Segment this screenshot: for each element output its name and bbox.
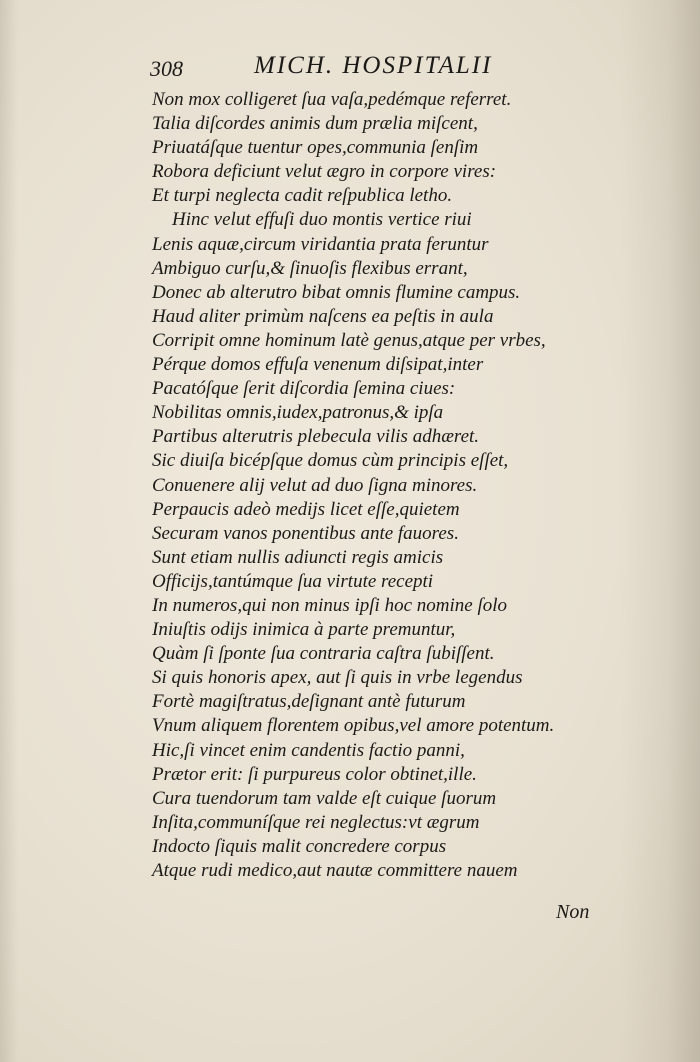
verse-line: Et turpi neglecta cadit reſpublica letho. [152, 185, 453, 207]
verse-line: Fortè magiſtratus,deſignant antè futurum [152, 691, 466, 713]
verse-line: Corripit omne hominum latè genus,atque per vrbes, [152, 329, 546, 351]
verse-line: Nobilitas omnis,iudex,patronus,& ipſa [152, 402, 444, 424]
verse-line: Prætor erit: ſi purpureus color obtinet,ille. [152, 763, 477, 785]
verse-line: Sic diuiſa bicépſque domus cùm principis eſſet, [152, 450, 509, 472]
verse-line: Sunt etiam nullis adiuncti regis amicis [152, 546, 444, 568]
verse-line: Conuenere alij velut ad duo ſigna minores. [152, 474, 478, 496]
verse-line: Partibus alterutris plebecula vilis adhæret. [152, 426, 480, 448]
catchword: Non [556, 901, 590, 923]
verse-line: Pérque domos effuſa venenum diſsipat,inter [152, 354, 484, 376]
verse-line: Officijs,tantúmque ſua virtute recepti [152, 570, 434, 592]
verse-line: Hic,ſi vincet enim candentis factio panni, [152, 739, 465, 761]
verse-line: In numeros,qui non minus ipſi hoc nomine ſolo [152, 594, 507, 616]
page-title: MICH. HOSPITALII [254, 52, 493, 79]
verse-text [152, 88, 612, 883]
page-edge-shadow [620, 0, 700, 1062]
verse-line: Cura tuendorum tam valde eſt cuique ſuorum [152, 787, 497, 809]
verse-line: Perpaucis adeò medijs licet eſſe,quietem [152, 498, 460, 520]
running-head [150, 52, 540, 84]
verse-line: Securam vanos ponentibus ante fauores. [152, 522, 459, 544]
verse-line: Vnum aliquem florentem opibus,vel amore potentum. [152, 715, 555, 737]
verse-line: Inſita,communíſque rei neglectus:vt ægrum [152, 811, 480, 833]
verse-line: Iniuſtis odijs inimica à parte premuntur, [152, 619, 456, 641]
verse-line: Lenis aquæ,circum viridantia prata feruntur [152, 233, 489, 255]
verse-line: Atque rudi medico,aut nautæ committere nauem [152, 860, 518, 881]
page-number: 308 [150, 56, 183, 81]
verse-line: Talia diſcordes animis dum prælia miſcent, [152, 113, 478, 135]
verse-line: Ambiguo curſu,& ſinuoſis flexibus errant, [152, 257, 468, 279]
verse-line: Pacatóſque ſerit diſcordia ſemina ciues: [152, 378, 456, 400]
verse-line: Si quis honoris apex, aut ſi quis in vrbe legendus [152, 667, 523, 689]
verse-line: Quàm ſi ſponte ſua contraria caſtra ſubiſſent. [152, 643, 495, 665]
verse-line: Indocto ſiquis malit concredere corpus [152, 835, 447, 857]
verse-line: Hinc velut effuſi duo montis vertice riui [172, 209, 472, 231]
verse-line: Haud aliter primùm naſcens ea peſtis in aula [152, 305, 494, 327]
gutter-shadow [0, 0, 18, 1062]
verse-line: Non mox colligeret ſua vaſa,pedémque referret. [152, 89, 512, 110]
verse-line: Robora deficiunt velut ægro in corpore vires: [152, 161, 497, 183]
verse-line: Priuatáſque tuentur opes,communia ſenſim [152, 137, 479, 159]
verse-line: Donec ab alterutro bibat omnis flumine campus. [152, 281, 521, 303]
